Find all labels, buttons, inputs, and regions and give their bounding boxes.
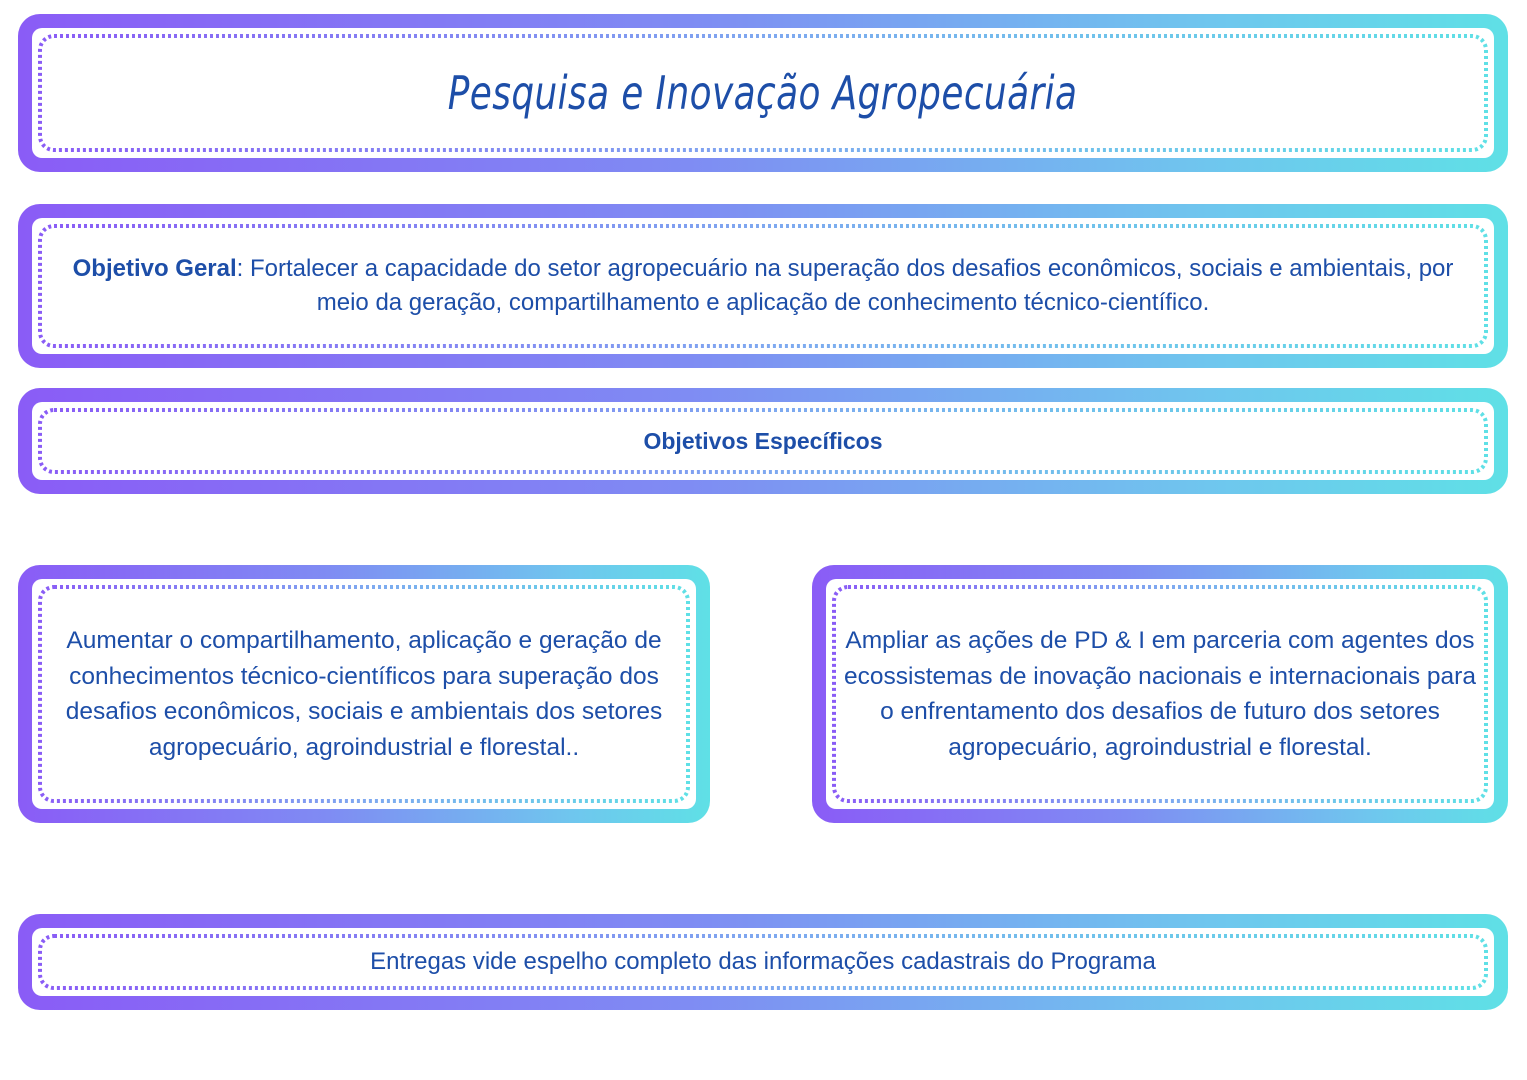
objetivo-geral-dotted-frame (38, 224, 1488, 348)
objetivos-especificos-header-panel (18, 388, 1508, 494)
objetivo-geral-label: Objetivo Geral (72, 255, 237, 282)
objetivo-geral-panel (18, 204, 1508, 368)
objetivos-especificos-header-inner (32, 402, 1494, 480)
objetivos-especificos-heading: Objetivos Específicos (643, 427, 883, 454)
objetivo-geral-text: Fortalecer a capacidade do setor agropecuário na superação dos desafios econômicos, sociais e ambientais, por meio da geração, compartilhamento e aplicação de conhecimento técnico-científico. (250, 255, 1454, 316)
objetivo-especifico-2-dotted-frame (832, 585, 1488, 803)
entregas-dotted-frame (38, 934, 1488, 990)
title-dotted-frame (38, 34, 1488, 152)
entregas-panel (18, 914, 1508, 1010)
objetivo-especifico-1-dotted-frame (38, 585, 690, 803)
objetivo-especifico-2-inner (826, 579, 1494, 809)
objetivo-especifico-1-text: Aumentar o compartilhamento, aplicação e geração de conhecimentos técnico-científicos para superação dos desafios econômicos, sociais e ambientais dos setores agropecuário, agroindustrial e florestal.. (65, 627, 663, 761)
objetivo-geral-separator: : (236, 255, 251, 282)
objetivo-especifico-1-panel (18, 565, 710, 823)
entregas-inner (32, 928, 1494, 996)
objetivo-geral-inner (32, 218, 1494, 354)
title-panel (18, 14, 1508, 172)
entregas-text: Entregas vide espelho completo das informações cadastrais do Programa (370, 948, 1156, 975)
objetivo-especifico-1-inner (32, 579, 696, 809)
objetivo-especifico-2-text: Ampliar as ações de PD & I em parceria com agentes dos ecossistemas de inovação nacionais e internacionais para o enfrentamento dos desafios de futuro dos setores agropecuário, agroindustrial e florestal. (844, 627, 1476, 761)
objetivos-especificos-dotted-frame (38, 408, 1488, 474)
title-panel-inner (32, 28, 1494, 158)
objetivo-geral-text-block (38, 252, 1488, 320)
page-title: Pesquisa e Inovação Agropecuária (448, 66, 1078, 120)
objetivo-especifico-2-panel (812, 565, 1508, 823)
